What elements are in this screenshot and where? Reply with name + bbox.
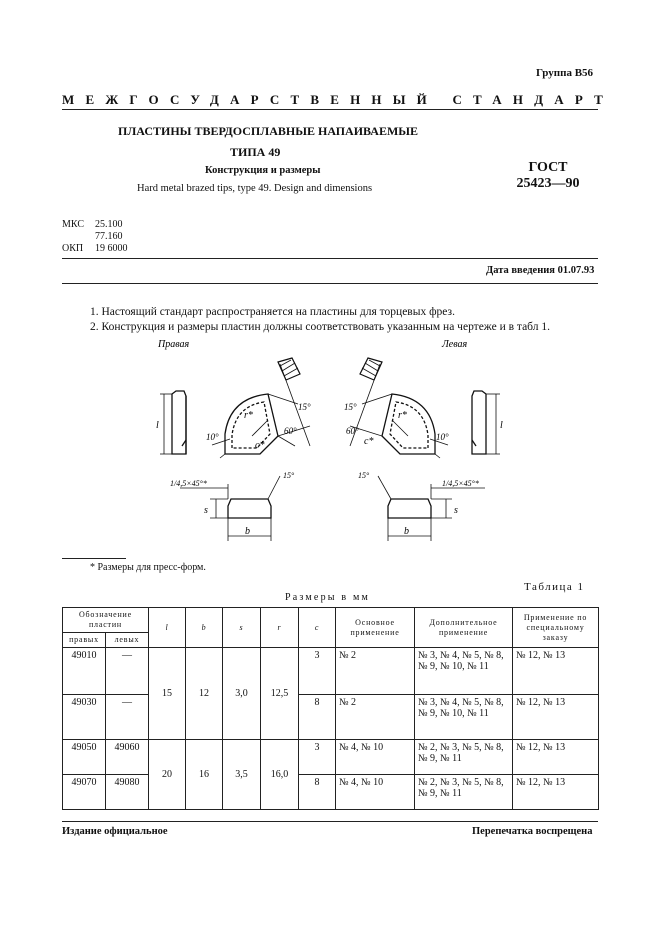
code-key: ОКП (62, 243, 84, 254)
code-value: 19 6000 (95, 243, 128, 254)
label-c-right: c* (255, 440, 265, 451)
table-row (63, 648, 599, 695)
technical-drawing (140, 336, 520, 546)
cell-left: — (106, 695, 149, 740)
cell-s: 3,5 (223, 740, 261, 810)
date-rule (62, 283, 598, 284)
cell-main: № 4, № 10 (336, 775, 415, 810)
dimensions-table (62, 607, 599, 810)
cell-special: № 12, № 13 (513, 740, 599, 775)
standard-banner: МЕЖГОСУДАРСТВЕННЫЙ СТАНДАРТ (62, 92, 615, 107)
cell-special: № 12, № 13 (513, 695, 599, 740)
code-key: МКС (62, 219, 84, 230)
left-section-hatch (360, 358, 382, 380)
chamfer-left: 1/4,5×45°* (442, 479, 479, 488)
title-english: Hard metal brazed tips, type 49. Design and dimensions (137, 183, 373, 194)
intro-date-label: Дата введения (486, 265, 555, 276)
dim-l-left: l (500, 420, 503, 431)
left-side-view (472, 391, 486, 454)
cell-extra: № 3, № 4, № 5, № 8, № 9, № 10, № 11 (415, 695, 513, 740)
code-value: 77.160 (95, 231, 123, 242)
cell-left: 49080 (106, 775, 149, 810)
dim-s-left: s (454, 505, 458, 516)
cell-l: 20 (149, 740, 186, 810)
code-key (62, 231, 95, 243)
table-row (63, 695, 599, 740)
cell-c: 3 (299, 648, 336, 695)
cell-extra: № 2, № 3, № 5, № 8, № 9, № 11 (415, 775, 513, 810)
cell-b: 12 (186, 648, 223, 740)
table-units: Размеры в мм (285, 592, 371, 603)
footer-reprint: Перепечатка воспрещена (472, 826, 593, 837)
th-r: r (261, 608, 299, 648)
gost-label: ГОСТ (528, 160, 568, 175)
code-value: 25.100 (95, 219, 123, 230)
cell-left: 49060 (106, 740, 149, 775)
header-rule (62, 258, 598, 259)
gost-block (516, 160, 580, 192)
intro-date-value: 01.07.93 (557, 265, 595, 276)
paragraphs (62, 305, 602, 335)
th-designation: Обозначение пластин (63, 608, 149, 633)
right-caption: Правая (158, 339, 190, 350)
label-r-right: r* (244, 410, 253, 421)
dim-s-right: s (204, 505, 208, 516)
title-line-3: Конструкция и размеры (205, 165, 321, 176)
cell-b: 16 (186, 740, 223, 810)
cell-c: 8 (299, 775, 336, 810)
angle-15-bottom-right: 15° (283, 471, 295, 480)
cell-right: 49070 (63, 775, 106, 810)
th-left: левых (106, 633, 149, 648)
title-line-1: ПЛАСТИНЫ ТВЕРДОСПЛАВНЫЕ НАПАИВАЕМЫЕ (118, 124, 419, 138)
th-s: s (223, 608, 261, 648)
angle-60-right: 60° (284, 426, 297, 436)
th-right: правых (63, 633, 106, 648)
paragraph-1: 1. Настоящий стандарт распространяется на пластины для торцевых фрез. (90, 306, 455, 318)
cell-c: 3 (299, 740, 336, 775)
cell-c: 8 (299, 695, 336, 740)
right-side-view (172, 391, 186, 454)
cell-r: 12,5 (261, 648, 299, 740)
th-special: Применение по специальному заказу (513, 608, 599, 648)
th-main: Основное применение (336, 608, 415, 648)
dim-b-right: b (245, 526, 250, 537)
dim-l-right: l (156, 420, 159, 431)
right-bottom-view (228, 499, 271, 518)
gost-number: 25423—90 (516, 176, 580, 191)
th-b: b (186, 608, 223, 648)
paragraph-2: 2. Конструкция и размеры пластин должны соответствовать указанным на чертеже и в табл 1. (90, 321, 550, 333)
cell-r: 16,0 (261, 740, 299, 810)
angle-15-right: 15° (298, 402, 311, 412)
footnote-rule (62, 558, 126, 559)
angle-15-bottom-left: 15° (358, 471, 370, 480)
angle-60-left: 60° (346, 426, 359, 436)
right-top-view (225, 394, 278, 454)
th-l: l (149, 608, 186, 648)
angle-15-left: 15° (344, 402, 357, 412)
footer-official: Издание официальное (62, 826, 168, 837)
cell-special: № 12, № 13 (513, 775, 599, 810)
th-c: c (299, 608, 336, 648)
cell-main: № 2 (336, 695, 415, 740)
cell-l: 15 (149, 648, 186, 740)
intro-date (486, 265, 594, 276)
left-caption: Левая (442, 339, 468, 350)
cell-extra: № 2, № 3, № 5, № 8, № 9, № 11 (415, 740, 513, 775)
cell-special: № 12, № 13 (513, 648, 599, 695)
right-section-hatch (278, 358, 300, 380)
left-top-view (382, 394, 435, 454)
label-r-left: r* (398, 410, 407, 421)
cell-left: — (106, 648, 149, 695)
th-extra: Дополнительное применение (415, 608, 513, 648)
chamfer-right: 1/4,5×45°* (170, 479, 207, 488)
classification-codes (62, 219, 128, 255)
table-caption: Таблица 1 (524, 581, 585, 593)
cell-right: 49010 (63, 648, 106, 695)
group-code: Группа В56 (536, 67, 594, 79)
left-bottom-view (388, 499, 431, 518)
cell-extra: № 3, № 4, № 5, № 8, № 9, № 10, № 11 (415, 648, 513, 695)
cell-right: 49050 (63, 740, 106, 775)
table-row (63, 740, 599, 775)
cell-s: 3,0 (223, 648, 261, 740)
cell-main: № 2 (336, 648, 415, 695)
footer-rule (62, 821, 598, 822)
table-row (63, 775, 599, 810)
angle-10-right: 10° (206, 432, 219, 442)
dim-b-left: b (404, 526, 409, 537)
label-c-left: c* (364, 436, 374, 447)
footnote: * Размеры для пресс-форм. (90, 562, 206, 573)
cell-right: 49030 (63, 695, 106, 740)
table-header-row (63, 608, 599, 633)
title-line-2: ТИПА 49 (230, 145, 281, 159)
cell-main: № 4, № 10 (336, 740, 415, 775)
angle-10-left: 10° (436, 432, 449, 442)
banner-rule (62, 109, 598, 110)
